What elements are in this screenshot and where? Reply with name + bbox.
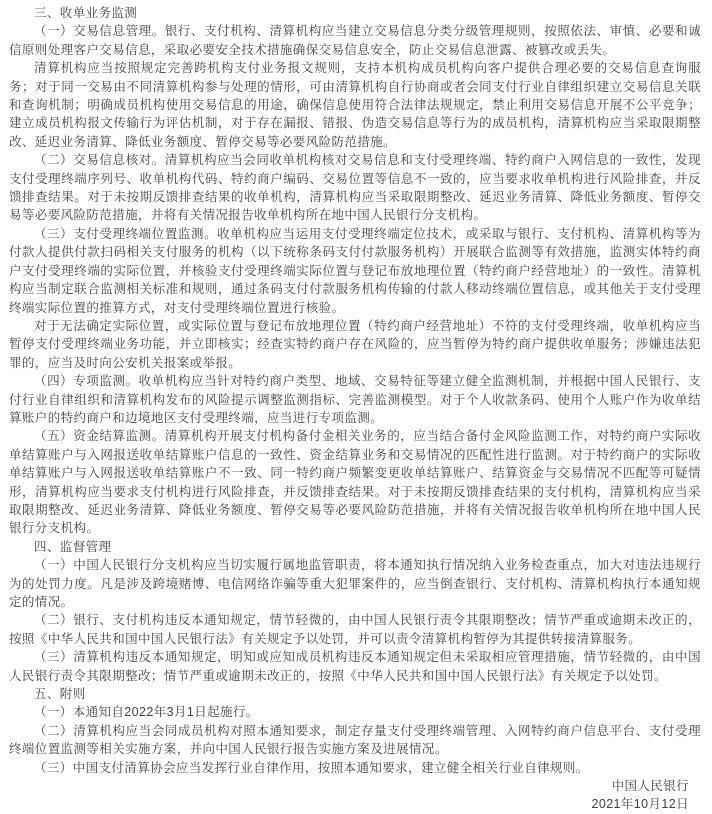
paragraph: 清算机构应当按照规定完善跨机构支付业务报文规则，支持本机构成员机构向客户提供合理必要的交易信息查询服务；对于同一交易由不同清算机构参与处理的情形，可由清算机构自行协商或者会同支付行业自律组织建立交易信息关联和查询机制；明确成员机构使用交易信息的用途，确保信息使用符合法律法规规定，禁止利用交易信息开展不公平竞争；建立成员机构报文传输行为评估机制，对于存在漏报、错报、伪造交易信息等行为的成员机构，清算机构应当采取限期整改、延迟业务清算、降低业务额度、暂停交易等必要风险防范措施。 [9, 61, 701, 149]
signature-block [9, 777, 701, 814]
paragraph: （二）银行、支付机构违反本通知规定，情节轻微的，由中国人民银行责令其限期整改；情节严重或逾期未改正的，按照《中华人民共和国中国人民银行法》有关规定予以处罚，并可以责令清算机构暂停为其提供转接清算服务。 [9, 613, 701, 646]
paragraph: 对于无法确定实际位置，或实际位置与登记布放地理位置（特约商户经营地址）不符的支付受理终端，收单机构应当暂停支付受理终端业务功能，并立即核实；经查实特约商户存在风险的，应当暂停为特约商户提供收单服务；涉嫌违法犯罪的，应当及时向公安机关报案或举报。 [9, 318, 701, 370]
paragraph: （一）交易信息管理。银行、支付机构、清算机构应当建立交易信息分类分级管理规则，按照依法、审慎、必要和诚信原则处理客户交易信息，采取必要安全技术措施确保交易信息安全，防止交易信息泄露、被篡改或丢失。 [9, 24, 701, 57]
signature-date: 2021年10月12日 [591, 797, 689, 812]
paragraph: （一）本通知自2022年3月1日起施行。 [34, 705, 259, 720]
paragraph: （二）清算机构应当会同成员机构对照本通知要求，制定存量支付受理终端管理、入网特约商户信息平台、支付受理终端位置监测等相关实施方案，并向中国人民银行报告实施方案及进展情况。 [9, 723, 701, 757]
signature-issuer: 中国人民银行 [611, 779, 689, 794]
paragraph: （三）清算机构违反本通知规定，明知或应知成员机构违反本通知规定但未采取相应管理措施，情节轻微的，由中国人民银行责令其限期整改；情节严重或逾期未改正的，按照《中华人民共和国中国人民银行法》有关规定予以处罚。 [9, 650, 701, 683]
section-heading-3: 三、收单业务监测 [34, 6, 138, 20]
paragraph: （五）资金结算监测。清算机构开展支付机构备付金相关业务的，应当结合备付金风险监测工作，对特约商户实际收单结算账户与入网报送收单结算账户信息的一致性、资金结算业务和交易情况的匹配性进行监测。对于特约商户的实际收单结算账户与入网报送收单结算账户不一致、同一特约商户频繁变更收单结算账户、结算资金与交易情况不匹配等可疑情形，清算机构应当要求支付机构进行风险排查，并反馈排查结果。对于未按期反馈排查结果的支付机构，清算机构应当采取限期整改、延迟业务清算、降低业务额度、暂停交易等必要风险防范措施，并将有关情况报告收单机构所在地中国人民银行分支机构。 [9, 429, 701, 536]
paragraph: （四）专项监测。收单机构应当针对特约商户类型、地域、交易特征等建立健全监测机制，并根据中国人民银行、支付行业自律组织和清算机构发布的风险提示调整监测指标、完善监测模型。对于个人收款条码、使用个人账户作为收单结算账户的特约商户和边境地区支付受理终端，应当进行专项监测。 [9, 374, 701, 425]
notice-body [9, 4, 701, 814]
section-heading-4: 四、监督管理 [34, 539, 112, 554]
paragraph: （二）交易信息核对。清算机构应当会同收单机构核对交易信息和支付受理终端、特约商户入网信息的一致性，发现支付受理终端序列号、收单机构代码、特约商户编码、交易位置等信息不一致的，应当要求收单机构进行风险排查，并反馈排查结果。对于未按期反馈排查结果的收单机构，清算机构应当采取限期整改、延迟业务清算、降低业务额度、暂停交易等必要风险防范措施，并将有关情况报告收单机构所在地中国人民银行分支机构。 [9, 153, 701, 223]
section-heading-5: 五、附则 [34, 687, 86, 702]
paragraph: （三）支付受理终端位置监测。收单机构应当运用支付受理终端定位技术，或采取与银行、支付机构、清算机构等为付款人提供付款扫码相关支付服务的机构（以下统称条码支付付款服务机构）开展联合监测等有效措施，监测实体特约商户支付受理终端的实际位置，并核验支付受理终端实际位置与登记布放地理位置（特约商户经营地址）的一致性。清算机构应当制定联合监测相关标准和规则，通过条码支付付款服务机构传输的付款人移动终端位置信息，或其他关于支付受理终端实际位置的推算方式，对支付受理终端位置进行核验。 [9, 226, 701, 315]
paragraph: （三）中国支付清算协会应当发挥行业自律作用，按照本通知要求，建立健全相关行业自律规则。 [34, 760, 589, 775]
paragraph: （一）中国人民银行分支机构应当切实履行属地监管职责，将本通知执行情况纳入业务检查重点，加大对违法违规行为的处罚力度。凡是涉及跨境赌博、电信网络诈骗等重大犯罪案件的，应当倒查银行、支付机构、清算机构执行本通知规定的情况。 [9, 558, 701, 609]
